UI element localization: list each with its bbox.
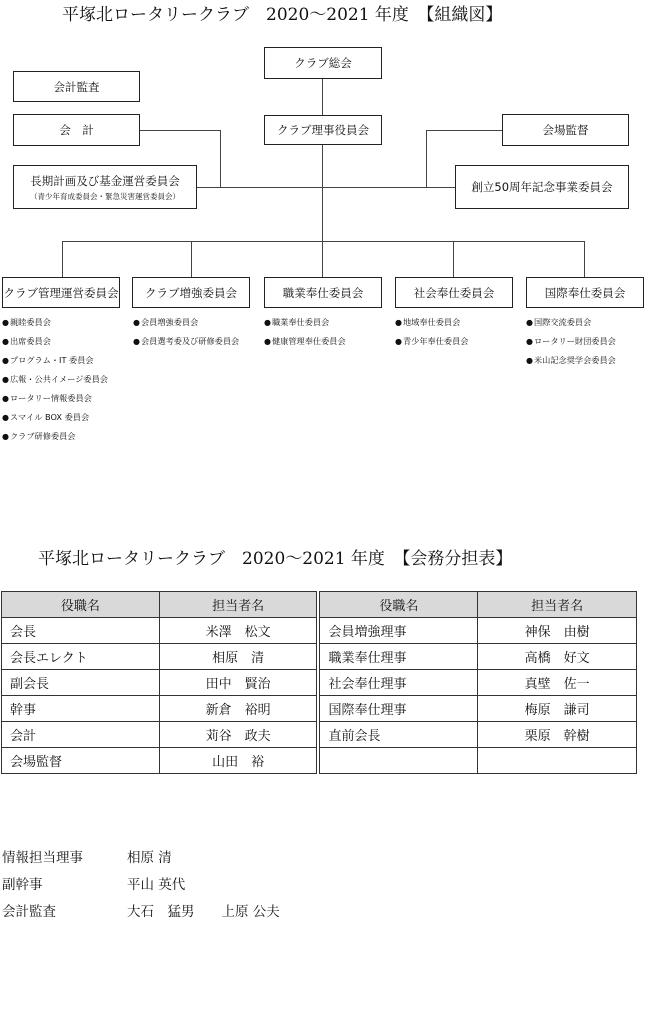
column-header: 担当者名 — [478, 592, 637, 618]
list-item: ● スマイル BOX 委員会 — [2, 408, 108, 427]
column-header: 役職名 — [2, 592, 160, 618]
auditor-label: 会計監査 — [53, 79, 100, 94]
connector-line — [62, 241, 585, 242]
column-header: 役職名 — [320, 592, 478, 618]
anniversary-box — [455, 165, 629, 209]
extra-role-label: 会計監査 — [2, 904, 56, 920]
role-cell: 社会奉仕理事 — [320, 670, 478, 696]
name-cell: 栗原 幹樹 — [478, 722, 637, 748]
list-item: ● ロータリー財団委員会 — [526, 332, 616, 351]
name-cell: 梅原 謙司 — [478, 696, 637, 722]
list-item: ● 会員増強委員会 — [133, 313, 239, 332]
list-item: ● 出席委員会 — [2, 332, 108, 351]
connector-line — [191, 241, 192, 277]
auditor-box — [13, 71, 140, 102]
name-cell: 田中 賢治 — [159, 670, 317, 696]
connector-line — [322, 241, 323, 277]
role-cell: 職業奉仕理事 — [320, 644, 478, 670]
committee-box — [132, 277, 250, 308]
table-row — [2, 644, 637, 670]
sergeant-label: 会場監督 — [542, 123, 589, 137]
board-box — [264, 115, 382, 145]
sergeant-box — [502, 114, 629, 146]
name-cell: 高橋 好文 — [478, 644, 637, 670]
list-item: ● 会員選考委及び研修委員会 — [133, 332, 239, 351]
name-cell: 苅谷 政夫 — [159, 722, 317, 748]
general-assembly-label: クラブ総会 — [294, 56, 352, 70]
connector-line — [322, 144, 323, 242]
committee-label: 職業奉仕委員会 — [282, 285, 364, 300]
role-cell: 会長 — [2, 618, 160, 644]
connector-line — [453, 241, 454, 277]
connector-line — [220, 130, 221, 187]
list-item: ● 健康管理奉仕委員会 — [264, 332, 346, 351]
connector-line — [139, 130, 221, 131]
table-header-row — [2, 592, 637, 618]
connector-line — [62, 241, 63, 277]
subcommittee-list — [526, 313, 616, 370]
committee-label: 国際奉仕委員会 — [544, 285, 626, 300]
role-cell: 副会長 — [2, 670, 160, 696]
committee-box — [264, 277, 382, 308]
role-cell — [320, 748, 478, 774]
extra-role-names: 大石 猛男 上原 公夫 — [127, 904, 280, 920]
role-cell: 直前会長 — [320, 722, 478, 748]
subcommittee-list — [264, 313, 346, 351]
long-term-sub-label: （青少年育成委員会・緊急災害運営委員会） — [30, 191, 180, 201]
list-item: ● 親睦委員会 — [2, 313, 108, 332]
connector-line — [426, 130, 427, 187]
treasurer-label: 会 計 — [59, 123, 94, 137]
table-row — [2, 722, 637, 748]
board-label: クラブ理事役員会 — [277, 123, 369, 137]
subcommittee-list — [133, 313, 239, 351]
connector-line — [322, 78, 323, 118]
duty-table — [1, 591, 637, 774]
name-cell: 神保 由樹 — [478, 618, 637, 644]
committee-label: 社会奉仕委員会 — [413, 285, 495, 300]
connector-line — [426, 130, 503, 131]
list-item: ● 広報・公共イメージ委員会 — [2, 370, 108, 389]
list-item: ● 国際交流委員会 — [526, 313, 616, 332]
general-assembly-box — [264, 47, 382, 79]
list-item: ● 青少年奉仕委員会 — [395, 332, 469, 351]
table-row — [2, 748, 637, 774]
anniversary-label: 創立50周年記念事業委員会 — [471, 180, 613, 194]
name-cell — [478, 748, 637, 774]
long-term-label: 長期計画及び基金運営委員会 — [30, 173, 180, 188]
table-row — [2, 696, 637, 722]
role-cell: 会長エレクト — [2, 644, 160, 670]
connector-line — [196, 187, 456, 188]
extra-role-names: 平山 英代 — [127, 877, 186, 893]
committee-box — [395, 277, 513, 308]
org-chart-title: 平塚北ロータリークラブ 2020～2021 年度 【組織図】 — [62, 5, 503, 25]
committee-label: クラブ増強委員会 — [145, 285, 237, 300]
list-item: ● ロータリー情報委員会 — [2, 389, 108, 408]
list-item: ● 米山記念奨学会委員会 — [526, 351, 616, 370]
extra-role-names: 相原 清 — [127, 850, 172, 866]
treasurer-box — [13, 114, 140, 146]
list-item: ● クラブ研修委員会 — [2, 427, 108, 446]
role-cell: 国際奉仕理事 — [320, 696, 478, 722]
role-cell: 幹事 — [2, 696, 160, 722]
role-cell: 会計 — [2, 722, 160, 748]
committee-box — [526, 277, 644, 308]
committee-box — [2, 277, 120, 308]
name-cell: 山田 裕 — [159, 748, 317, 774]
role-cell: 会場監督 — [2, 748, 160, 774]
duty-table-title: 平塚北ロータリークラブ 2020～2021 年度 【会務分担表】 — [38, 549, 513, 569]
table-row — [2, 618, 637, 644]
subcommittee-list — [2, 313, 108, 446]
name-cell: 新倉 裕明 — [159, 696, 317, 722]
committee-label: クラブ管理運営委員会 — [3, 285, 119, 300]
column-header: 担当者名 — [159, 592, 317, 618]
role-cell: 会員増強理事 — [320, 618, 478, 644]
table-row — [2, 670, 637, 696]
extra-role-label: 情報担当理事 — [2, 850, 83, 866]
list-item: ● プログラム・IT 委員会 — [2, 351, 108, 370]
name-cell: 相原 清 — [159, 644, 317, 670]
list-item: ● 地域奉仕委員会 — [395, 313, 469, 332]
connector-line — [584, 241, 585, 277]
name-cell: 米澤 松文 — [159, 618, 317, 644]
list-item: ● 職業奉仕委員会 — [264, 313, 346, 332]
extra-role-label: 副幹事 — [2, 877, 43, 893]
subcommittee-list — [395, 313, 469, 351]
long-term-box — [13, 165, 197, 209]
name-cell: 真壁 佐一 — [478, 670, 637, 696]
